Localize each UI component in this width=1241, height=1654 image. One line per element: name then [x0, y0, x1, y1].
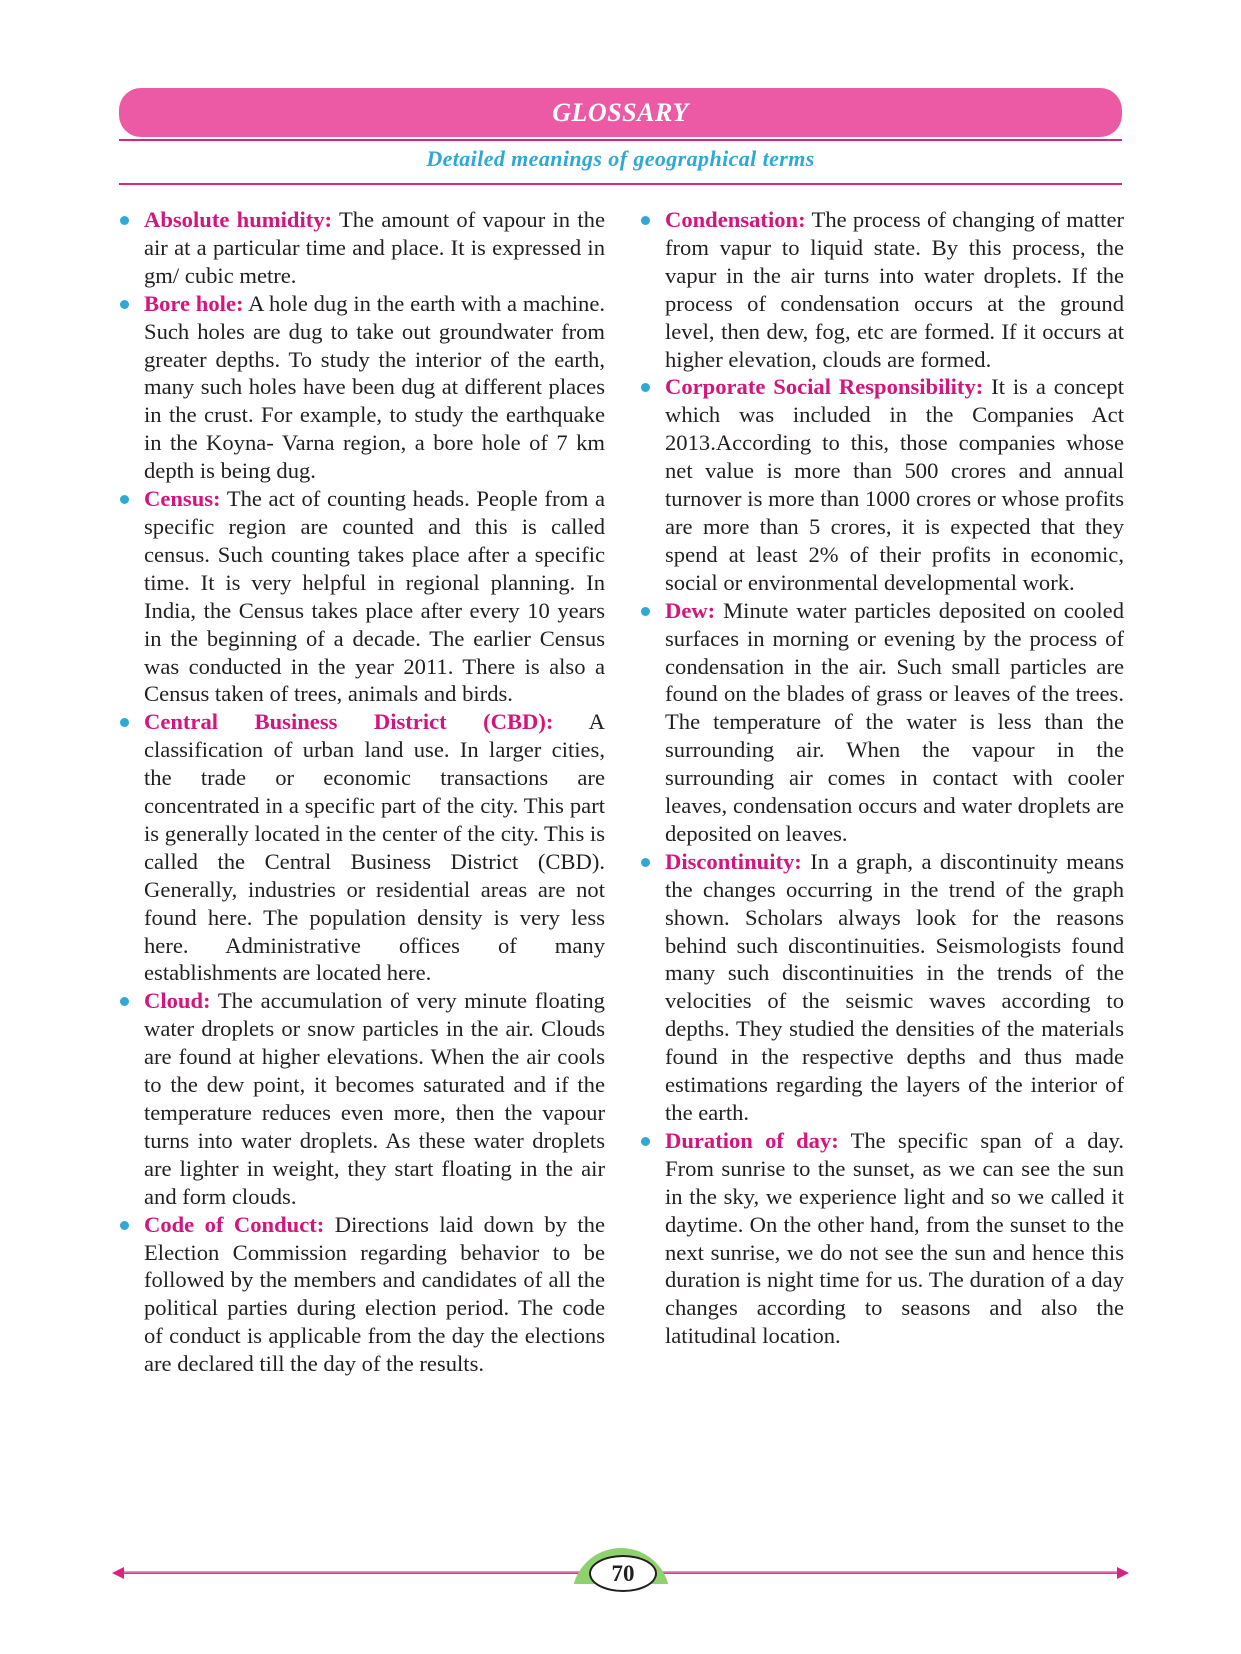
page-title: GLOSSARY — [552, 97, 689, 127]
glossary-entry — [639, 373, 1124, 596]
glossary-entry — [639, 1127, 1124, 1350]
bullet-icon — [641, 858, 650, 867]
page-subtitle: Detailed meanings of geographical terms — [426, 146, 815, 171]
glossary-entry — [118, 987, 605, 1210]
bullet-icon — [120, 997, 129, 1006]
entry-term: Corporate Social Responsibility: — [665, 374, 984, 400]
entry-definition: It is a concept which was included in the Companies Act 2013.According to this, those companies whose net value is more than 500 crores and annual turnover is more than 1000 crores or whose profits are more than 5 crores, it is expected that they spend at least 2% of their profits in economic, social or environmental developmental work. — [665, 374, 1124, 595]
entry-term: Central Business District (CBD): — [144, 709, 554, 735]
bullet-icon — [120, 1221, 129, 1230]
entry-term: Cloud: — [144, 988, 211, 1014]
entry-text — [665, 848, 1124, 1127]
header-rule-top — [119, 139, 1122, 141]
entry-definition: In a graph, a discontinuity means the changes occurring in the trend of the graph shown. Scholars always look for the reasons behind such discontinuities. Seismologists found many such discontinuities in the trends of the velocities of the seismic waves according to depths. They studied the densities of the materials found in the respective depths and thus made estimations regarding the layers of the interior of the earth. — [665, 848, 1124, 1125]
entry-text — [144, 290, 605, 485]
entry-text — [144, 1211, 605, 1378]
bullet-icon — [641, 216, 650, 225]
entry-term: Bore hole: — [144, 290, 244, 316]
footer-arrow-right-icon — [1117, 1567, 1129, 1579]
entry-term: Absolute humidity: — [144, 207, 333, 232]
page-number: 70 — [589, 1555, 657, 1592]
entry-definition: The specific span of a day. From sunrise to the sunset, as we can see the sun in the sky, we experience light and so we called it daytime. On the other hand, from the sunset to the next sunrise, we do not see the sun and hence this duration is night time for us. The duration of a day changes according to seasons and also the latitudinal location. — [665, 1127, 1125, 1349]
entry-term: Duration of day: — [665, 1127, 839, 1153]
entry-text — [665, 1127, 1124, 1350]
glossary-entry — [639, 206, 1124, 373]
entry-text — [144, 708, 605, 987]
entry-definition: The act of counting heads. People from a specific region are counted and this is called census. Such counting takes place after a specific time. It is very helpful in regional planning. In India, the Census takes place after every 10 years in the beginning of a decade. The earlier Census was conducted in the year 2011. There is also a Census taken of trees, animals and birds. — [144, 486, 605, 707]
entry-term: Condensation: — [665, 207, 806, 232]
bullet-icon — [120, 300, 129, 309]
bullet-icon — [120, 495, 129, 504]
bullet-icon — [641, 1137, 650, 1146]
glossary-entry — [639, 848, 1124, 1127]
glossary-entry — [118, 708, 605, 987]
entry-definition: The accumulation of very minute floating water droplets or snow particles in the air. Clouds are found at higher elevations. When the air cools to the dew point, it becomes saturated and if the temperature reduces even more, then the vapour turns into water droplets. As these water droplets are lighter in weight, they start floating in the air and form clouds. — [144, 988, 605, 1209]
entry-definition: The amount of vapour in the air at a particular time and place. It is expressed in gm/ cubic metre. — [144, 207, 605, 288]
bullet-icon — [120, 216, 129, 225]
entry-definition: Directions laid down by the Election Commission regarding behavior to be followed by the members and candidates of all the political parties during election period. The code of conduct is applicable from the day the elections are declared till the day of the results. — [144, 1211, 605, 1377]
glossary-banner — [119, 88, 1122, 137]
entry-text — [665, 597, 1124, 848]
glossary-column-left — [118, 206, 605, 1378]
glossary-entry — [639, 597, 1124, 848]
entry-text — [144, 987, 605, 1210]
glossary-column-right — [639, 206, 1124, 1350]
bullet-icon — [641, 607, 650, 616]
glossary-entry — [118, 1211, 605, 1378]
bullet-icon — [120, 718, 129, 727]
entry-definition: Minute water particles deposited on cooled surfaces in morning or evening by the process of condensation in the air. Such small particles are found on the blades of grass or leaves of the trees. The temperature of the water is less than the surrounding air. When the vapour in the surrounding air comes in contact with cooler leaves, condensation occurs and water droplets are deposited on leaves. — [665, 597, 1124, 846]
entry-text — [144, 485, 605, 708]
glossary-entry — [118, 206, 605, 290]
entry-term: Dew: — [665, 597, 716, 623]
page-badge-mask — [560, 1584, 682, 1654]
entry-term: Code of Conduct: — [144, 1211, 325, 1237]
entry-text — [665, 206, 1124, 373]
glossary-entry — [118, 485, 605, 708]
header-rule-bottom — [119, 183, 1122, 185]
glossary-entry — [118, 290, 605, 485]
entry-term: Discontinuity: — [665, 848, 802, 874]
entry-definition: The process of changing of matter from vapur to liquid state. By this process, the vapur in the air turns into water droplets. If the process of condensation occurs at the ground level, then dew, fog, etc are formed. If it occurs at higher elevation, clouds are formed. — [665, 207, 1125, 372]
entry-term: Census: — [144, 486, 221, 512]
entry-text — [144, 206, 605, 290]
bullet-icon — [641, 383, 650, 392]
entry-text — [665, 373, 1124, 596]
footer-arrow-left-icon — [112, 1567, 124, 1579]
entry-definition: A classification of urban land use. In larger cities, the trade or economic transactions are concentrated in a specific part of the city. This part is generally located in the center of the city. This is called the Central Business District (CBD). Generally, industries or residential areas are not found here. The population density is very less here. Administrative offices of many establishments are located here. — [144, 709, 605, 986]
entry-definition: A hole dug in the earth with a machine. Such holes are dug to take out groundwater from greater depths. To study the interior of the earth, many such holes have been dug at different places in the crust. For example, to study the earthquake in the Koyna- Varna region, a bore hole of 7 km depth is being dug. — [144, 290, 606, 484]
